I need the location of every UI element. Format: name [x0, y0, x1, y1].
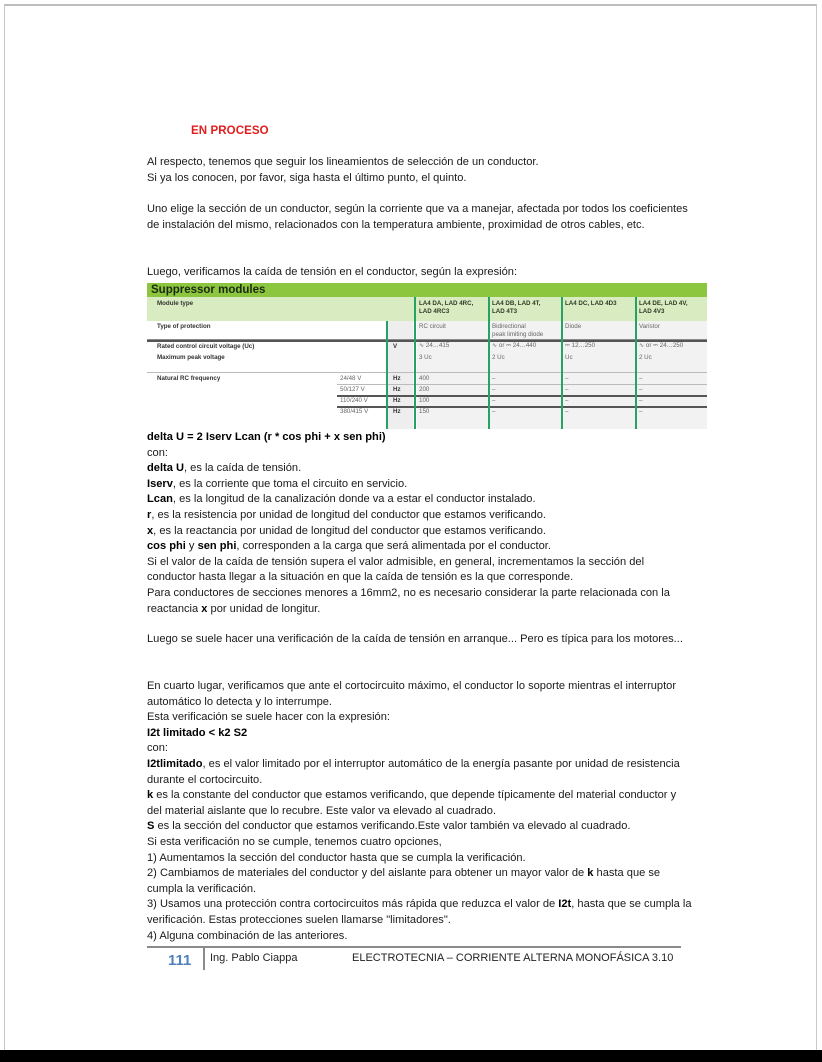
- table-rule: [147, 340, 707, 342]
- con-label-1: con:: [147, 446, 168, 459]
- unit-hz-3: Hz: [393, 397, 401, 404]
- text: 3) Usamos una protección contra cortocircuitos más rápida que reduzca el valor de: [147, 898, 559, 911]
- section-selection-paragraph: Uno elige la sección de un conductor, según la corriente que va a manejar, afectada por todos los coeficientes de instalación del mismo, relacionados con la temperatura ambiente, proximidad de otros cables, etc.: [147, 203, 688, 231]
- definition-delta-u: [147, 461, 692, 477]
- col4-head-line1: LA4 DE, LAD 4V,: [639, 300, 688, 307]
- term: r: [147, 508, 152, 521]
- option-4: 4) Alguna combinación de las anteriores.: [147, 929, 348, 942]
- definition-text: , corresponden a la carga que será alimentada por el conductor.: [236, 540, 551, 553]
- col1-freq-1: 400: [419, 375, 430, 382]
- col1-rated: ∿ 24…415: [419, 342, 450, 349]
- definition-text: , es la caída de tensión.: [184, 462, 302, 475]
- freq-voltage-1: 24/48 V: [340, 375, 362, 382]
- col1-protection: RC circuit: [419, 323, 446, 330]
- row-label-module-type: Module type: [157, 300, 194, 307]
- row-label-peak-voltage: Maximum peak voltage: [157, 354, 225, 361]
- col2-freq-2: –: [492, 386, 496, 393]
- row-label-rc-frequency: Natural RC frequency: [157, 375, 221, 382]
- window-bottom-edge: [0, 1050, 822, 1062]
- definition-text: , es la corriente que toma el circuito en servicio.: [172, 477, 408, 490]
- definition-iserv: [147, 477, 692, 493]
- definition-text: , es la longitud de la canalización donde va a estar el conductor instalado.: [172, 493, 536, 506]
- col2-freq-4: –: [492, 408, 496, 415]
- col3-freq-1: –: [565, 375, 569, 382]
- term: I2tlimitado: [147, 757, 203, 770]
- definition-x: [147, 524, 692, 540]
- col2-head-line2: LAD 4T3: [492, 308, 518, 315]
- definition-s: [147, 819, 692, 835]
- table-rule: [147, 372, 707, 373]
- definition-r: [147, 508, 692, 524]
- definition-text: , es la reactancia por unidad de longitud del conductor que estamos verificando.: [153, 524, 547, 537]
- formula-i2t: [147, 726, 692, 742]
- column-rule: [488, 297, 490, 429]
- col4-header: [639, 300, 688, 316]
- definition-lcan: [147, 492, 692, 508]
- col2-rated: ∿ or ⎓ 24…440: [492, 342, 537, 349]
- table-rule: [337, 384, 707, 385]
- footer-separator: [203, 948, 205, 970]
- table-title: Suppressor modules: [147, 283, 707, 297]
- freq-voltage-2: 50/127 V: [340, 386, 365, 393]
- col3-protection: Diode: [565, 323, 582, 330]
- col4-freq-1: –: [639, 375, 643, 382]
- col3-freq-4: –: [565, 408, 569, 415]
- col2-freq-3: –: [492, 397, 496, 404]
- col2-protection-line2: peak limiting diode: [492, 331, 544, 338]
- footer-author: Ing. Pablo Ciappa: [210, 952, 298, 964]
- col4-freq-4: –: [639, 408, 643, 415]
- footer-title: ELECTROTECNIA – CORRIENTE ALTERNA MONOFÁSICA 3.10: [352, 952, 674, 964]
- text: Para conductores de secciones menores a 16mm2, no es necesario considerar la parte relacionada con la reactancia: [147, 586, 670, 615]
- row-label-rated-voltage: Rated control circuit voltage (Uc): [157, 343, 255, 350]
- page-number: 111: [168, 952, 192, 969]
- unit-hz-1: Hz: [393, 375, 401, 382]
- col4-freq-3: –: [639, 397, 643, 404]
- startup-paragraph: Luego se suele hacer una verificación de la caída de tensión en arranque... Pero es típica para los motores...: [147, 633, 683, 645]
- formula-2-text: I2t limitado < k2 S2: [147, 726, 248, 739]
- col1-freq-2: 200: [419, 386, 430, 393]
- col1-head-line2: LAD 4RC3: [419, 308, 450, 315]
- col2-header: [492, 300, 540, 316]
- term: Iserv: [147, 477, 173, 490]
- definition-text: , es la resistencia por unidad de longitud del conductor que estamos verificando.: [151, 508, 547, 521]
- term: cos phi: [147, 540, 186, 553]
- option-1: 1) Aumentamos la sección del conductor hasta que se cumpla la verificación.: [147, 851, 526, 864]
- option-3: [147, 897, 692, 928]
- col1-freq-4: 150: [419, 408, 430, 415]
- table-rule: [337, 395, 707, 397]
- column-rule: [635, 297, 637, 429]
- column-rule: [414, 297, 416, 429]
- col3-head-line1: LA4 DC, LAD 4D3: [565, 300, 617, 307]
- row-label-protection: Type of protection: [157, 323, 211, 330]
- definition-cos-sen: [147, 539, 692, 555]
- text: por unidad de longitur.: [207, 602, 321, 615]
- freq-voltage-3: 110/240 V: [340, 397, 368, 404]
- col3-freq-2: –: [565, 386, 569, 393]
- option-2: [147, 866, 692, 897]
- column-rule: [386, 321, 388, 429]
- table-rule: [337, 406, 707, 408]
- definition-text: es la constante del conductor que estamos verificando, que depende típicamente del material conductor y del material aislante que lo recubre. Este valor va elevado al cuadrado.: [147, 789, 677, 817]
- freq-voltage-4: 380/415 V: [340, 408, 369, 415]
- exceed-paragraph: Si el valor de la caída de tensión supera el valor admisible, en general, incrementamos la sección del conductor hasta llegar a la situación en que la caída de tensión es la que corresponde.: [147, 555, 645, 584]
- intro-line-1: Al respecto, tenemos que seguir los lineamientos de selección de un conductor.: [147, 156, 539, 168]
- definition-text: , es el valor limitado por el interruptor automático de la energía pasante por unidad de resistencia durante el cortocircuito.: [147, 757, 680, 786]
- footer-rule: [147, 946, 681, 948]
- definition-i2t: [147, 757, 692, 788]
- small-sections-paragraph: [147, 586, 692, 617]
- formula-1-text: delta U = 2 Iserv Lcan (r * cos phi + x sen phi): [147, 431, 386, 443]
- col4-protection: Varistor: [639, 323, 660, 330]
- intro-paragraph: [147, 155, 692, 186]
- col2-head-line1: LA4 DB, LAD 4T,: [492, 300, 541, 307]
- text: , hasta que se cumpla la verificación. Estas protecciones suelen llamarse "limitadores".: [147, 898, 692, 926]
- text: 2) Cambiamos de materiales del conductor y del aislante para obtener un mayor valor de: [147, 867, 588, 880]
- short-circuit-section: [147, 679, 692, 944]
- definition-text: es la sección del conductor que estamos verificando.Este valor también va elevado al cuadrado.: [154, 820, 631, 833]
- col2-protection: [492, 323, 543, 339]
- term: x: [147, 524, 154, 537]
- unit-volt: V: [393, 343, 398, 350]
- col2-peak: 2 Uc: [492, 354, 505, 361]
- short-circuit-paragraph: En cuarto lugar, verificamos que ante el cortocircuito máximo, el conductor lo soporte mientras el interruptor automático lo detecta y lo interrumpe.: [147, 680, 677, 708]
- column-rule: [561, 297, 563, 429]
- expression-intro: Esta verificación se suele hacer con la expresión:: [147, 711, 390, 724]
- col4-freq-2: –: [639, 386, 643, 393]
- suppressor-modules-table: [147, 283, 707, 429]
- col3-header: [565, 300, 617, 308]
- term: k: [587, 867, 594, 880]
- connector: y: [185, 540, 198, 553]
- formula-voltage-drop: [147, 430, 692, 446]
- term: delta U: [147, 462, 184, 475]
- text: hasta que se cumpla la verificación.: [147, 867, 661, 895]
- col2-freq-1: –: [492, 375, 496, 382]
- formula-section: [147, 430, 692, 617]
- col2-protection-line1: Bidirectional: [492, 323, 526, 330]
- options-intro: Si esta verificación no se cumple, tenemos cuatro opciones,: [147, 835, 442, 848]
- col1-head-line1: LA4 DA, LAD 4RC,: [419, 300, 474, 307]
- col4-rated: ∿ or ⎓ 24…250: [639, 342, 684, 349]
- term: S: [147, 820, 155, 833]
- status-label: EN PROCESO: [191, 125, 269, 137]
- unit-hz-2: Hz: [393, 386, 401, 393]
- term: I2t: [558, 898, 572, 911]
- col4-head-line2: LAD 4V3: [639, 308, 665, 315]
- intro-line-2: Si ya los conocen, por favor, siga hasta el último punto, el quinto.: [147, 171, 467, 184]
- voltage-drop-intro: Luego, verificamos la caída de tensión en el conductor, según la expresión:: [147, 266, 518, 278]
- col3-rated: ⎓ 12…250: [565, 342, 596, 349]
- term: k: [147, 789, 154, 802]
- col4-peak: 2 Uc: [639, 354, 652, 361]
- col3-peak: Uc: [565, 354, 573, 361]
- definition-k: [147, 788, 692, 819]
- col3-freq-3: –: [565, 397, 569, 404]
- col1-freq-3: 100: [419, 397, 430, 404]
- term: x: [201, 602, 208, 615]
- term: sen phi: [197, 540, 237, 553]
- col1-peak: 3 Uc: [419, 354, 432, 361]
- term: Lcan: [147, 493, 173, 506]
- con-label-2: con:: [147, 742, 168, 755]
- col1-header: [419, 300, 473, 316]
- unit-hz-4: Hz: [393, 408, 401, 415]
